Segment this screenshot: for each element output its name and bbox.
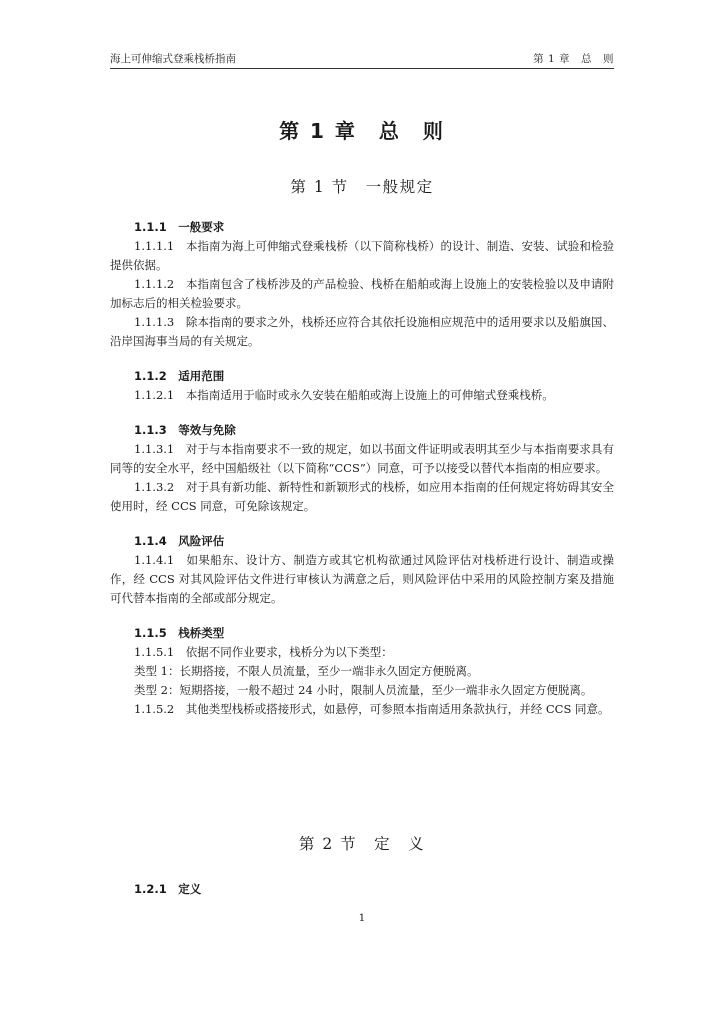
para-1-1-4-1: 1.1.4.1 如果船东、设计方、制造方或其它机构欲通过风险评估对栈桥进行设计、制造或操作，经 CCS 对其风险评估文件进行审核认为满意之后，则风险评估中采用的风险控制方案及措施可代替本指南的全部或部分规定。 — [110, 553, 614, 605]
body-text — [110, 218, 614, 719]
heading-1-1-4: 1.1.4 风险评估 — [134, 534, 225, 548]
header-rule — [110, 68, 614, 69]
header-chapter: 第 1 章 总 则 — [533, 53, 614, 65]
para-1-1-5-1: 1.1.5.1 依据不同作业要求，栈桥分为以下类型： — [134, 645, 393, 659]
spacer — [110, 516, 614, 532]
para-1-1-2-1: 1.1.2.1 本指南适用于临时或永久安装在船舶或海上设施上的可伸缩式登乘栈桥。 — [134, 388, 554, 402]
running-header — [110, 52, 614, 66]
chapter-title: 第 1 章 总 则 — [279, 119, 445, 143]
para-type-1: 类型 1：长期搭接，不限人员流量，至少一端非永久固定方便脱离。 — [134, 664, 479, 678]
para-1-1-1-3: 1.1.1.3 除本指南的要求之外，栈桥还应符合其依托设施相应规范中的适用要求以及船旗国、沿岸国海事当局的有关规定。 — [110, 315, 614, 348]
page-number: 1 — [358, 912, 366, 924]
spacer — [110, 351, 614, 367]
spacer — [110, 608, 614, 624]
para-1-1-3-1: 1.1.3.1 对于与本指南要求不一致的规定，如以书面文件证明或表明其至少与本指南要求具有同等的安全水平，经中国船级社（以下简称“CCS”）同意，可予以接受以替代本指南的相应要求。 — [110, 442, 614, 475]
heading-1-1-1: 1.1.1 一般要求 — [134, 220, 225, 234]
para-1-1-1-2: 1.1.1.2 本指南包含了栈桥涉及的产品检验、栈桥在船舶或海上设施上的安装检验以及申请附加标志后的相关检验要求。 — [110, 277, 614, 310]
heading-1-1-5: 1.1.5 栈桥类型 — [134, 626, 225, 640]
para-1-1-3-2: 1.1.3.2 对于具有新功能、新特性和新颖形式的栈桥，如应用本指南的任何规定将妨碍其安全使用时，经 CCS 同意，可免除该规定。 — [110, 480, 614, 513]
para-1-1-5-2: 1.1.5.2 其他类型栈桥或搭接形式，如悬停，可参照本指南适用条款执行，并经 CCS 同意。 — [134, 702, 610, 716]
header-book-title: 海上可伸缩式登乘栈桥指南 — [110, 53, 236, 65]
heading-1-1-2: 1.1.2 适用范围 — [134, 369, 225, 383]
para-type-2: 类型 2：短期搭接，一般不超过 24 小时，限制人员流量，至少一端非永久固定方便脱离。 — [134, 683, 593, 697]
heading-1-2-1: 1.2.1 定义 — [134, 882, 202, 896]
section-1-title: 第 1 节 一般规定 — [290, 178, 434, 196]
spacer — [110, 405, 614, 421]
para-1-1-1-1: 1.1.1.1 本指南为海上可伸缩式登乘栈桥（以下简称栈桥）的设计、制造、安装、试验和检验提供依据。 — [110, 239, 614, 272]
section-2-title: 第 2 节 定 义 — [298, 835, 426, 853]
heading-1-1-3: 1.1.3 等效与免除 — [134, 423, 236, 437]
